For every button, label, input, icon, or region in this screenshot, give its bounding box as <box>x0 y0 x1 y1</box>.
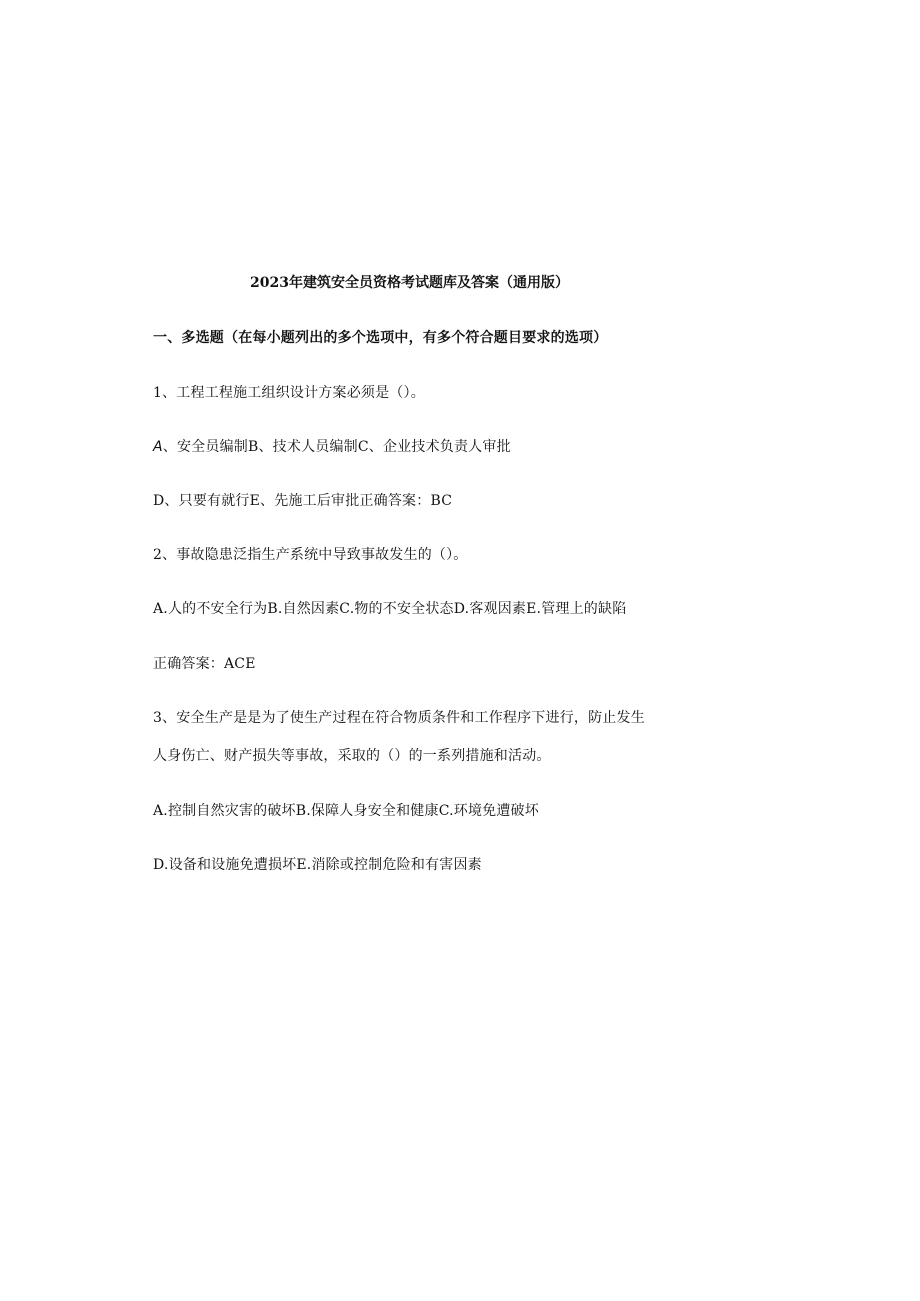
section-heading: 一、多选题（在每小题列出的多个选项中，有多个符合题目要求的选项） <box>153 330 608 346</box>
question-3-stem-line-2: 人身伤亡、财产损失等事故，采取的（）的一系列措施和活动。 <box>153 748 551 764</box>
question-1-stem: 1、工程工程施工组织设计方案必须是（）。 <box>153 385 425 401</box>
document-title: 2023年建筑安全员资格考试题库及答案（通用版） <box>250 275 569 291</box>
question-3-options-line-1: A.控制自然灾害的破坏B.保障人身安全和健康C.环境免遭破坏 <box>153 803 539 819</box>
question-1-options-line-1-text: 、安全员编制B、技术人员编制C、企业技术负责人审批 <box>162 439 511 455</box>
question-2-answer: 正确答案：ACE <box>153 656 256 672</box>
question-1-option-a-letter: A <box>153 439 163 455</box>
question-1-options-line-2: D、只要有就行E、先施工后审批正确答案：BC <box>153 493 453 509</box>
question-3-stem-line-1: 3、安全生产是是为了使生产过程在符合物质条件和工作程序下进行，防止发生 <box>153 710 645 726</box>
question-2-options-line-1: A.人的不安全行为B.自然因素C.物的不安全状态D.客观因素E.管理上的缺陷 <box>153 601 627 617</box>
question-1-options-line-1 <box>153 437 511 457</box>
question-2-stem: 2、事故隐患泛指生产系统中导致事故发生的（）。 <box>153 547 468 563</box>
question-3-options-line-2: D.设备和设施免遭损坏E.消除或控制危险和有害因素 <box>153 857 482 873</box>
